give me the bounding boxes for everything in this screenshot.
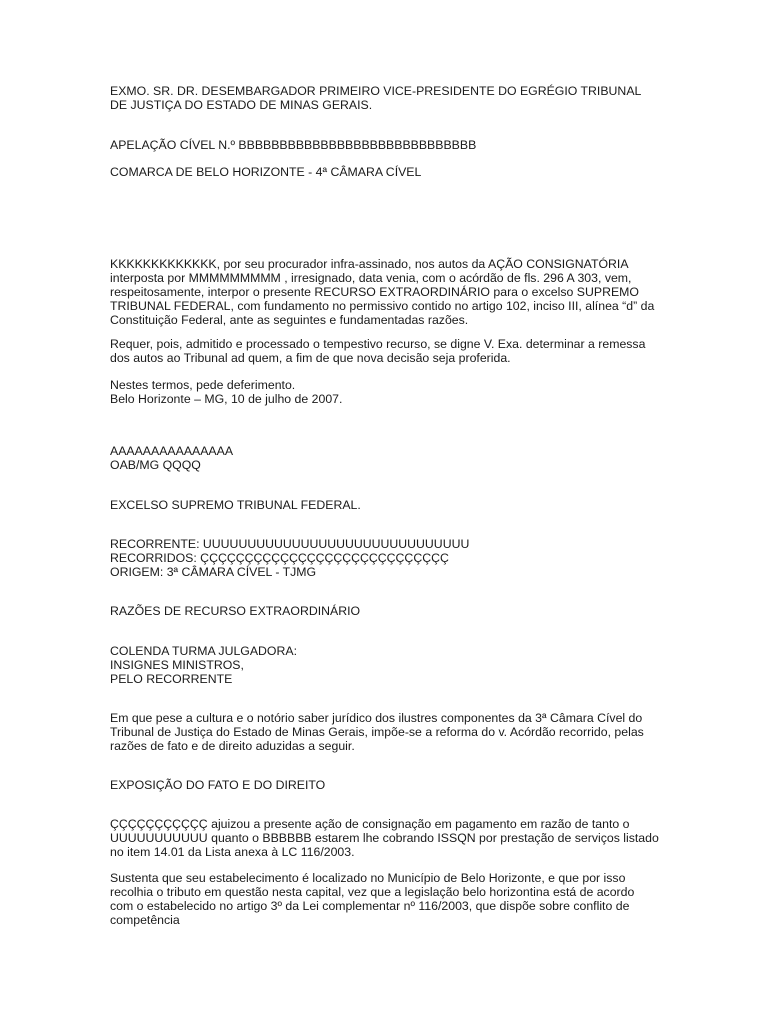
section-title: EXPOSIÇÃO DO FATO E DO DIREITO: [110, 778, 326, 792]
appeal-number: APELAÇÃO CÍVEL N.º BBBBBBBBBBBBBBBBBBBBBBBBBBBBB: [110, 138, 477, 152]
preamble-paragraph: Em que pese a cultura e o notório saber jurídico dos ilustres componentes da 3ª Câmara Cível do Tribunal de Justiça do Estado de Minas Gerais, impõe-se a reforma do v. Acórdão recorrido, pelas razões de fato e de direito aduzidas a seguir.: [110, 711, 644, 753]
court-district: COMARCA DE BELO HORIZONTE - 4ª CÂMARA CÍVEL: [110, 165, 422, 179]
reasons-title: RAZÕES DE RECURSO EXTRAORDINÁRIO: [110, 604, 361, 618]
salutation-block: COLENDA TURMA JULGADORA: INSIGNES MINISTROS, PELO RECORRENTE: [110, 644, 297, 686]
facts-paragraph: ÇÇÇÇÇÇÇÇÇÇÇ ajuizou a presente ação de consignação em pagamento em razão de tanto o UUUUUUUUUUU quanto o BBBBBB estarem lhe cobrando ISSQN por prestação de serviços listado no item 14.01 da Lista anexa à LC 116/2003.: [110, 817, 659, 859]
request-paragraph: Requer, pois, admitido e processado o tempestivo recurso, se digne V. Exa. determinar a remessa dos autos ao Tribunal ad quem, a fim de que nova decisão seja proferida.: [110, 337, 646, 365]
header-line: DE JUSTIÇA DO ESTADO DE MINAS GERAIS.: [110, 98, 373, 112]
addressee-court: EXCELSO SUPREMO TRIBUNAL FEDERAL.: [110, 498, 361, 512]
signature-block: AAAAAAAAAAAAAAA OAB/MG QQQQ: [110, 444, 234, 472]
header-addressee: [110, 84, 650, 112]
closing-block: Nestes termos, pede deferimento. Belo Horizonte – MG, 10 de julho de 2007.: [110, 378, 343, 406]
header-line: EXMO. SR. DR. DESEMBARGADOR PRIMEIRO VICE-PRESIDENTE DO EGRÉGIO TRIBUNAL: [110, 84, 642, 98]
parties-block: RECORRENTE: UUUUUUUUUUUUUUUUUUUUUUUUUUUUUU RECORRIDOS: ÇÇÇÇÇÇÇÇÇÇÇÇÇÇÇÇÇÇÇÇÇÇÇÇÇÇÇÇ ORIGEM: 3ª CÂMARA CÍVEL - TJMG: [110, 537, 470, 579]
argument-paragraph: Sustenta que seu estabelecimento é localizado no Município de Belo Horizonte, e que por isso recolhia o tributo em questão nesta capital, vez que a legislação belo horizontina está de acordo com o estabelecido no artigo 3º da Lei complementar nº 116/2003, que dispõe sobre conflito de competência: [110, 871, 635, 927]
intro-paragraph: KKKKKKKKKKKKK, por seu procurador infra-assinado, nos autos da AÇÃO CONSIGNATÓRIA interposta por MMMMMMMMM , irresignado, data venia, com o acórdão de fls. 296 A 303, vem, respeitosamente, interpor o presente RECURSO EXTRAORDINÁRIO para o excelso SUPREMO TRIBUNAL FEDERAL, com fundamento no permissivo contido no artigo 102, inciso III, alínea “d” da Constituição Federal, ante as seguintes e fundamentadas razões.: [110, 257, 655, 327]
